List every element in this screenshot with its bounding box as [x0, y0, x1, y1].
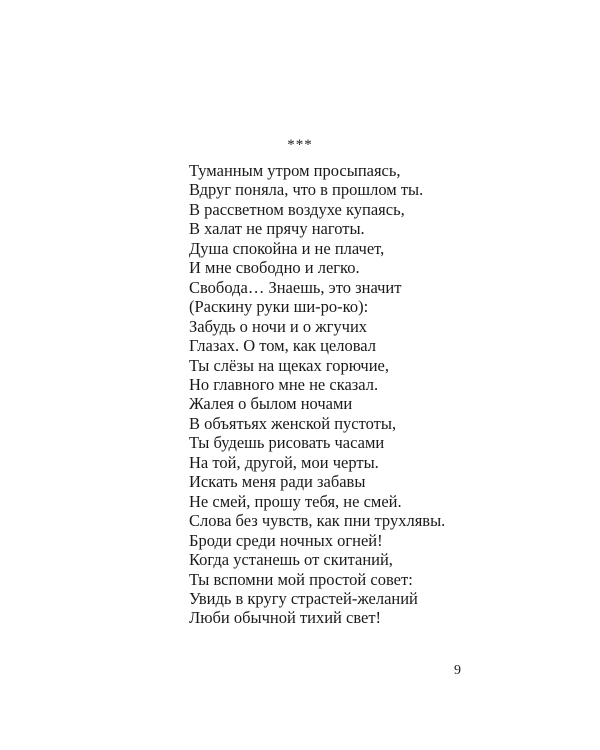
poem-line: Но главного мне не сказал.	[189, 374, 379, 394]
poem-line: Когда устанешь от скитаний,	[189, 550, 393, 570]
page-number: 9	[454, 663, 461, 678]
poem-line: Слова без чувств, как пни трухлявы.	[189, 511, 446, 531]
poem-line: Ты будешь рисовать часами	[189, 433, 385, 453]
poem-line: И мне свободно и легко.	[189, 258, 360, 278]
poem-line: В халат не прячу наготы.	[189, 219, 365, 239]
poem-line: Не смей, прошу тебя, не смей.	[189, 491, 402, 511]
poem-line: Люби обычной тихий свет!	[189, 608, 382, 628]
poem-line: Душа спокойна и не плачет,	[189, 238, 385, 258]
poem-line: Свобода… Знаешь, это значит	[189, 277, 402, 297]
poem-line: В рассветном воздухе купаясь,	[189, 199, 405, 219]
poem-line: Искать меня ради забавы	[189, 472, 366, 492]
poem-line: Глазах. О том, как целовал	[189, 336, 377, 356]
poem-line: Жалея о былом ночами	[189, 394, 353, 414]
poem-line: В объятьях женской пустоты,	[189, 413, 397, 433]
section-separator: ***	[287, 137, 313, 153]
poem-line: Вдруг поняла, что в прошлом ты.	[189, 180, 424, 200]
poem-line: Увидь в кругу страстей-желаний	[189, 588, 418, 608]
poem-line: Туманным утром просыпаясь,	[189, 161, 401, 180]
poem-text	[189, 161, 445, 628]
poem-line: Ты вспомни мой простой совет:	[189, 569, 413, 589]
poem-line: (Раскину руки ши-ро-ко):	[189, 297, 369, 317]
poem-line: Броди среди ночных огней!	[189, 530, 383, 550]
poem-line: Ты слёзы на щеках горючие,	[189, 355, 389, 375]
poem-line: Забудь о ночи и о жгучих	[189, 316, 368, 336]
poem-line: На той, другой, мои черты.	[189, 452, 379, 472]
